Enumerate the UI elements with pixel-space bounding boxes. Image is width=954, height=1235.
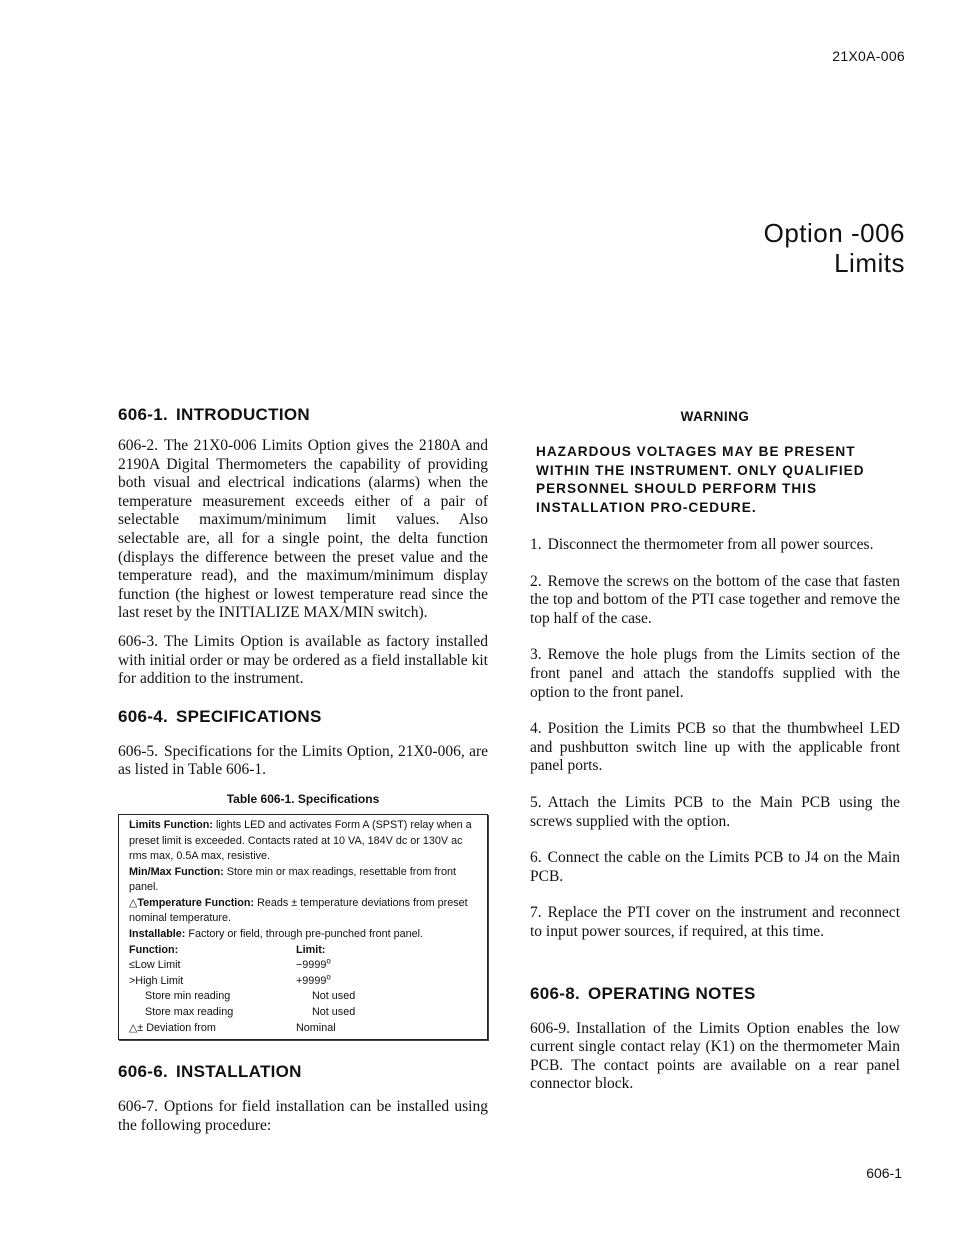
step-text: Disconnect the thermometer from all power sources. <box>547 536 874 553</box>
title-line-2: Limits <box>834 248 905 278</box>
table-row <box>129 958 477 974</box>
paragraph-number: 606-9. <box>530 1019 571 1037</box>
spec-label: Limits Function: <box>129 818 213 831</box>
paragraph-text: The Limits Option is available as factory installed with initial order or may be ordered as a field installable kit for addition to the instrument. <box>118 632 488 688</box>
spec-text: Reads ± temperature deviations from preset nominal temperature. <box>129 896 468 925</box>
degree-mark: o <box>326 972 331 982</box>
table-row <box>129 974 477 990</box>
step-number: 1. <box>530 536 542 553</box>
limit-cell: Not used <box>312 990 356 1003</box>
step-number: 3. <box>530 646 542 664</box>
function-cell: Store min reading <box>145 990 231 1003</box>
table-row <box>129 1005 477 1021</box>
paragraph-606-5 <box>118 743 488 780</box>
paragraph-606-3 <box>118 633 488 689</box>
spec-text: Store min or max readings, resettable from front panel. <box>129 865 456 894</box>
table-row <box>129 1021 477 1037</box>
paragraph-text: The 21X0-006 Limits Option gives the 2180A and 2190A Digital Thermometers the capability of providing both visual and electrical indications (alarms) when the temperature measurement exceeds either of a pair of selectable maximum/minimum limit values. Also selectable are, all for a single point, the delta function (displays the difference between the preset value and the temperature read), and the maximum/minimum display function (the highest or lowest temperature read since the last reset by the INITIALIZE MAX/MIN switch). <box>118 437 488 622</box>
limit-cell: Not used <box>312 1006 356 1019</box>
spec-label: Min/Max Function: <box>129 865 224 878</box>
warning-text: HAZARDOUS VOLTAGES MAY BE PRESENT WITHIN THE INSTRUMENT. ONLY QUALIFIED PERSONNEL SHOULD PERFORM THIS INSTALLATION PRO-CEDURE. <box>536 444 865 515</box>
list-item <box>530 794 900 831</box>
limit-value: −9999 <box>296 959 327 972</box>
step-number: 7. <box>530 904 542 922</box>
step-number: 4. <box>530 720 542 738</box>
table-row <box>129 989 477 1005</box>
step-text: Replace the PTI cover on the instrument and reconnect to input power sources, if required, at this time. <box>530 904 900 940</box>
page-title <box>764 218 905 278</box>
list-item <box>530 573 900 629</box>
paragraph-text: Options for field installation can be installed using the following procedure: <box>118 1098 488 1134</box>
paragraph-text: Specifications for the Limits Option, 21X0-006, are as listed in Table 606-1. <box>118 742 488 779</box>
paragraph-606-2 <box>118 437 488 623</box>
warning-title: WARNING <box>680 409 750 424</box>
function-cell: ≤Low Limit <box>129 959 181 972</box>
function-cell: △± Deviation from <box>129 1021 216 1034</box>
section-heading-specifications <box>118 707 488 727</box>
step-text: Attach the Limits PCB to the Main PCB using the screws supplied with the option. <box>530 793 900 830</box>
step-number: 2. <box>530 572 542 590</box>
title-line-1: Option -006 <box>763 218 905 248</box>
spec-installable <box>129 927 477 943</box>
degree-mark: o <box>326 956 331 966</box>
step-number: 6. <box>530 849 542 867</box>
section-number: 606-1. <box>118 405 169 424</box>
limit-cell: Nominal <box>296 1021 336 1034</box>
spec-label: Installable: <box>129 928 186 941</box>
list-item <box>530 536 900 555</box>
spec-label: Temperature Function: <box>137 896 255 909</box>
list-item <box>530 720 900 776</box>
paragraph-number: 606-2. <box>118 437 159 454</box>
section-heading-introduction <box>118 405 488 425</box>
table-header-row <box>129 943 477 959</box>
spec-text: Factory or field, through pre-punched front panel. <box>188 928 424 941</box>
limit-cell <box>296 974 331 990</box>
step-text: Remove the screws on the bottom of the case that fasten the top and bottom of the PTI case together and remove the top half of the case. <box>530 572 900 627</box>
paragraph-606-7 <box>118 1098 488 1135</box>
page-number: 606-1 <box>866 1165 902 1181</box>
section-number: 606-4. <box>118 706 169 726</box>
list-item <box>530 849 900 886</box>
spec-limits-function <box>129 818 477 865</box>
column-header-limit: Limit: <box>296 943 326 956</box>
paragraph-606-9 <box>530 1020 900 1094</box>
paragraph-number: 606-3. <box>118 632 159 650</box>
paragraph-text: Installation of the Limits Option enables the low current single contact relay (K1) on the thermometer Main PCB. The contact points are available on a rear panel connector block. <box>530 1019 900 1093</box>
step-text: Position the Limits PCB so that the thumbwheel LED and pushbutton switch line up with the applicable front panel ports. <box>530 720 900 775</box>
installation-steps <box>530 536 900 942</box>
paragraph-number: 606-7. <box>118 1098 159 1116</box>
function-cell: >High Limit <box>129 974 184 987</box>
list-item <box>530 904 900 941</box>
table-caption: Table 606-1. Specifications <box>226 791 380 806</box>
left-column <box>118 405 488 1135</box>
list-item <box>530 646 900 702</box>
function-cell: Store max reading <box>145 1006 234 1019</box>
spec-table <box>118 814 488 1040</box>
delta-icon: △ <box>129 896 138 909</box>
section-heading-installation <box>118 1062 488 1082</box>
section-title: SPECIFICATIONS <box>176 706 322 726</box>
step-text: Remove the hole plugs from the Limits section of the front panel and attach the standoffs supplied with the option to the front panel. <box>530 646 900 701</box>
paragraph-number: 606-5. <box>118 742 159 760</box>
limit-value: +9999 <box>296 974 327 987</box>
step-text: Connect the cable on the Limits PCB to J4 on the Main PCB. <box>530 849 900 885</box>
section-heading-operating-notes <box>530 984 900 1004</box>
spec-temperature-function <box>129 896 477 927</box>
section-title: INSTALLATION <box>176 1062 302 1082</box>
right-column <box>530 405 900 1094</box>
section-title: INTRODUCTION <box>176 405 310 424</box>
spec-text: lights LED and activates Form A (SPST) relay when a preset limit is exceeded. Contacts rated at 10 VA, 184V dc or 130V ac rms max, 0.5A max, resistive. <box>129 818 472 863</box>
step-number: 5. <box>530 793 542 811</box>
spec-minmax-function <box>129 865 477 896</box>
column-header-function: Function: <box>129 943 179 956</box>
section-number: 606-6. <box>118 1062 169 1082</box>
document-number: 21X0A-006 <box>832 48 905 64</box>
section-title: OPERATING NOTES <box>588 983 756 1003</box>
section-number: 606-8. <box>530 983 581 1003</box>
